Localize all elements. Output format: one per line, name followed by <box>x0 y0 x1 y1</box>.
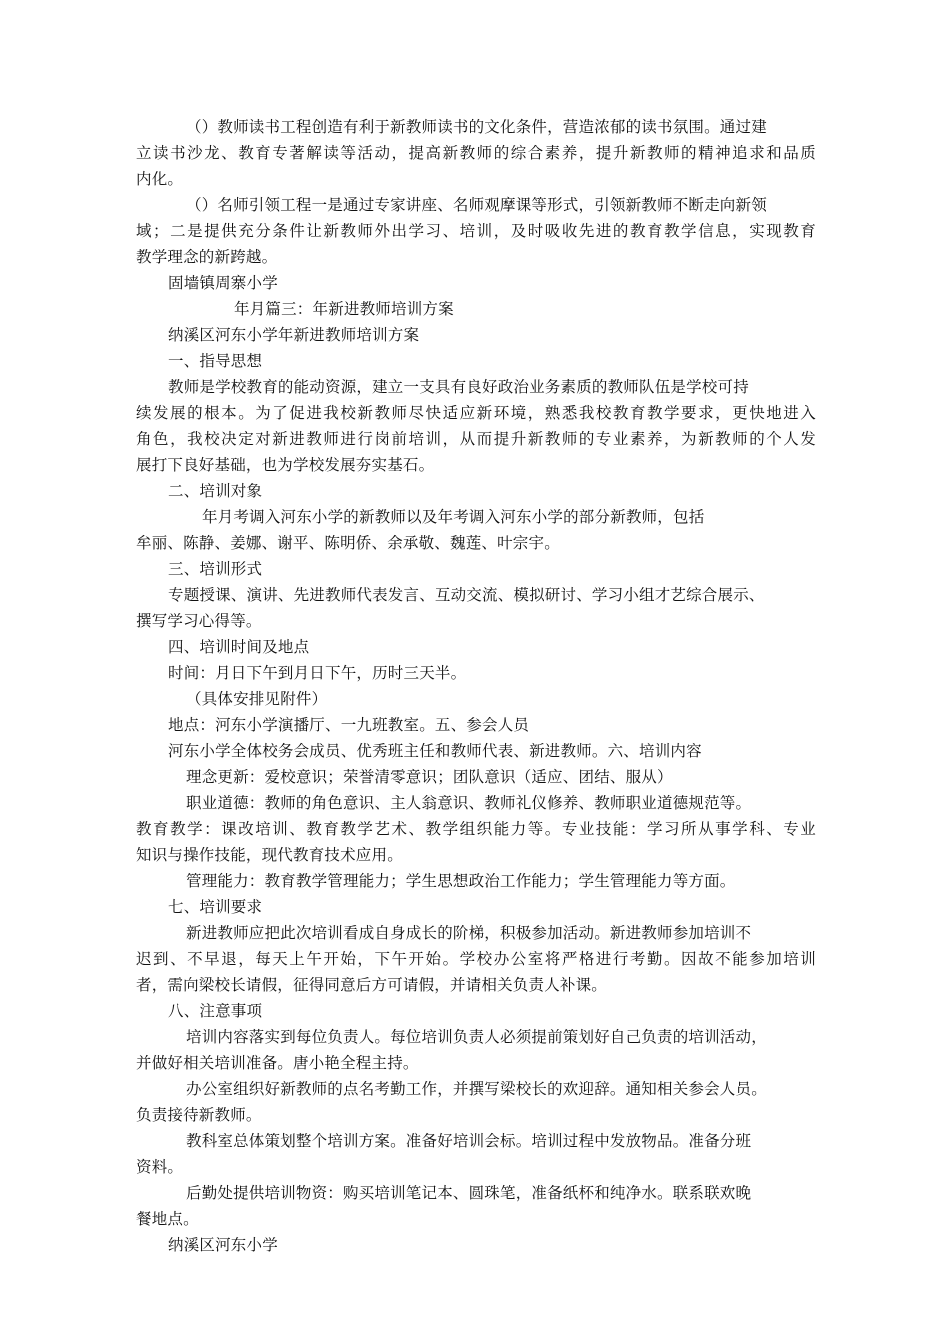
paragraph-line: 时间：月日下午到月日下午，历时三天半。 <box>168 664 467 682</box>
paragraph-line: 年月考调入河东小学的新教师以及年考调入河东小学的部分新教师，包括 <box>202 508 705 526</box>
paragraph-line: 资料。 <box>136 1158 184 1176</box>
paragraph-line: （）教师读书工程创造有利于新教师读书的文化条件，营造浓郁的读书氛围。通过建 <box>186 118 767 136</box>
section-heading: 七、培训要求 <box>168 898 263 916</box>
section-heading: 四、培训时间及地点 <box>168 638 310 656</box>
paragraph-line: 续发展的根本。为了促进我校新教师尽快适应新环境，熟悉我校教育教学要求，更快地进入 <box>136 404 816 422</box>
paragraph-line: 负责接待新教师。 <box>136 1106 262 1124</box>
paragraph-line: 立读书沙龙、教育专著解读等活动，提高新教师的综合素养，提升新教师的精神追求和品质 <box>136 144 816 162</box>
paragraph-line: 职业道德：教师的角色意识、主人翁意识、教师礼仪修养、教师职业道德规范等。 <box>186 794 752 812</box>
paragraph-line: 培训内容落实到每位负责人。每位培训负责人必须提前策划好自己负责的培训活动， <box>186 1028 767 1046</box>
paragraph-line: 办公室组织好新教师的点名考勤工作，并撰写梁校长的欢迎辞。通知相关参会人员。 <box>186 1080 767 1098</box>
paragraph-line: 餐地点。 <box>136 1210 199 1228</box>
paragraph-line: 管理能力：教育教学管理能力；学生思想政治工作能力；学生管理能力等方面。 <box>186 872 736 890</box>
paragraph-line: 河东小学全体校务会成员、优秀班主任和教师代表、新进教师。六、培训内容 <box>168 742 702 760</box>
section-heading: 年月篇三：年新进教师培训方案 <box>234 300 454 318</box>
section-heading: 二、培训对象 <box>168 482 263 500</box>
paragraph-line: （具体安排见附件） <box>186 690 328 708</box>
paragraph-line: 内化。 <box>136 170 184 188</box>
section-heading: 一、指导思想 <box>168 352 263 370</box>
paragraph-line: 理念更新：爱校意识；荣誉清零意识；团队意识（适应、团结、服从） <box>186 768 673 786</box>
paragraph-line: 地点：河东小学演播厅、一九班教室。五、参会人员 <box>168 716 530 734</box>
paragraph-line: 教师是学校教育的能动资源，建立一支具有良好政治业务素质的教师队伍是学校可持 <box>168 378 749 396</box>
paragraph-line: 新进教师应把此次培训看成自身成长的阶梯，积极参加活动。新进教师参加培训不 <box>186 924 752 942</box>
paragraph-line: （）名师引领工程一是通过专家讲座、名师观摩课等形式，引领新教师不断走向新领 <box>186 196 767 214</box>
paragraph-line: 教学理念的新跨越。 <box>136 248 278 266</box>
paragraph-line: 教科室总体策划整个培训方案。准备好培训会标。培训过程中发放物品。准备分班 <box>186 1132 752 1150</box>
paragraph-line: 撰写学习心得等。 <box>136 612 262 630</box>
paragraph-line: 牟丽、陈静、姜娜、谢平、陈明侨、余承敬、魏莲、叶宗宇。 <box>136 534 560 552</box>
section-heading: 三、培训形式 <box>168 560 263 578</box>
paragraph-line: 域；二是提供充分条件让新教师外出学习、培训，及时吸收先进的教育教学信息，实现教育 <box>136 222 816 240</box>
paragraph-line: 角色，我校决定对新进教师进行岗前培训，从而提升新教师的专业素养，为新教师的个人发 <box>136 430 816 448</box>
paragraph-line: 并做好相关培训准备。唐小艳全程主持。 <box>136 1054 419 1072</box>
signature-line: 固墙镇周寨小学 <box>168 274 278 292</box>
signature-line: 纳溪区河东小学 <box>168 1236 278 1254</box>
section-heading: 八、注意事项 <box>168 1002 263 1020</box>
paragraph-line: 迟到、不早退，每天上午开始，下午开始。学校办公室将严格进行考勤。因故不能参加培训 <box>136 950 816 968</box>
paragraph-line: 知识与操作技能，现代教育技术应用。 <box>136 846 403 864</box>
paragraph-line: 后勤处提供培训物资：购买培训笔记本、圆珠笔，准备纸杯和纯净水。联系联欢晚 <box>186 1184 752 1202</box>
paragraph-line: 教育教学：课改培训、教育教学艺术、教学组织能力等。专业技能：学习所从事学科、专业 <box>136 820 816 838</box>
paragraph-line: 展打下良好基础，也为学校发展夯实基石。 <box>136 456 435 474</box>
document-title: 纳溪区河东小学年新进教师培训方案 <box>168 326 420 344</box>
paragraph-line: 专题授课、演讲、先进教师代表发言、互动交流、模拟研讨、学习小组才艺综合展示、 <box>168 586 765 604</box>
paragraph-line: 者，需向梁校长请假，征得同意后方可请假，并请相关负责人补课。 <box>136 976 608 994</box>
